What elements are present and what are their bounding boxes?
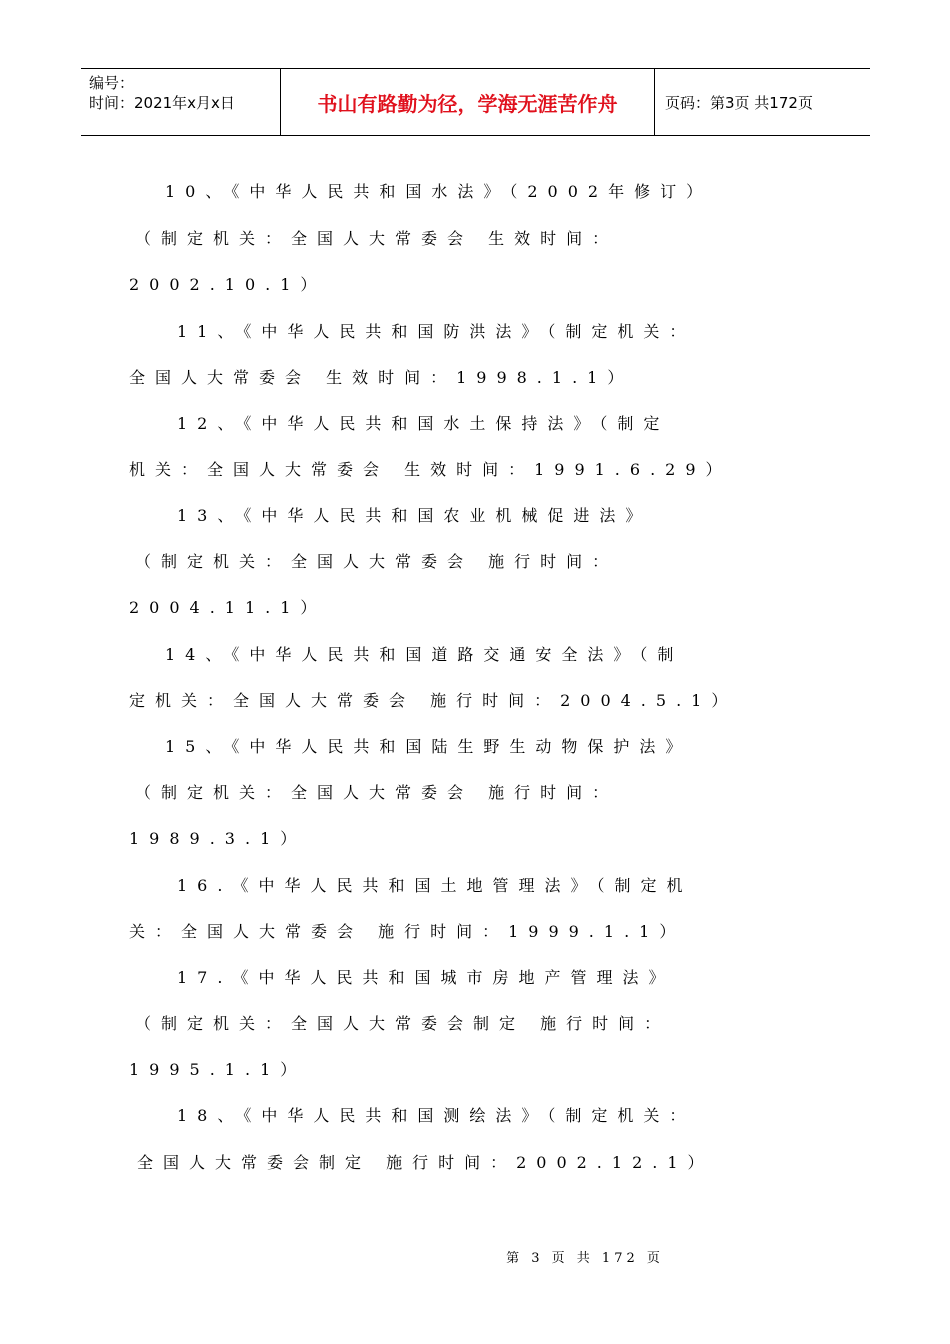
body-line: 15、《中华人民共和国陆生野生动物保护法》 — [165, 737, 692, 756]
body-line: 全国人大常委会制定 施行时间：2002.12.1） — [137, 1153, 714, 1172]
header-motto-cell — [281, 69, 655, 135]
body-line: 全国人大常委会 生效时间：1998.1.1） — [129, 368, 634, 387]
body-line: 关：全国人大常委会 施行时间：1999.1.1） — [129, 922, 686, 941]
body-line: 17.《中华人民共和国城市房地产管理法》 — [177, 968, 675, 987]
body-line: 11、《中华人民共和国防洪法》（制定机关： — [177, 322, 696, 341]
document-header — [81, 68, 870, 136]
body-line: 1995.1.1） — [129, 1060, 307, 1079]
body-line: 16.《中华人民共和国土地管理法》（制定机 — [177, 876, 693, 895]
body-line: （制定机关：全国人大常委会 生效时间： — [135, 229, 619, 248]
body-line: （制定机关：全国人大常委会 施行时间： — [135, 552, 619, 571]
body-line: （制定机关：全国人大常委会 施行时间： — [135, 783, 619, 802]
body-line: 14、《中华人民共和国道路交通安全法》（制 — [165, 645, 684, 664]
header-page-cell — [655, 69, 870, 135]
header-page-info: 页码：第3页 共172页 — [665, 93, 813, 112]
motto-text: 书山有路勤为径，学海无涯苦作舟 — [317, 91, 618, 116]
document-number-label: 编号： — [89, 74, 135, 92]
body-line: 2004.11.1） — [129, 598, 327, 617]
page-footer: 第 3 页 共 172 页 — [506, 1251, 664, 1266]
document-date: 时间：2021年x月x日 — [89, 94, 235, 112]
header-meta — [81, 69, 281, 135]
body-line: 10、《中华人民共和国水法》（2002年修订） — [165, 182, 713, 201]
body-line: 13、《中华人民共和国农业机械促进法》 — [177, 506, 652, 525]
body-line: 12、《中华人民共和国水土保持法》（制定 — [177, 414, 670, 433]
body-line: 机关：全国人大常委会 生效时间：1991.6.29） — [129, 460, 732, 479]
body-line: 定机关：全国人大常委会 施行时间：2004.5.1） — [129, 691, 738, 710]
body-line: 18、《中华人民共和国测绘法》（制定机关： — [177, 1106, 696, 1125]
body-line: 2002.10.1） — [129, 275, 327, 294]
body-line: 1989.3.1） — [129, 829, 307, 848]
body-line: （制定机关：全国人大常委会制定 施行时间： — [135, 1014, 671, 1033]
